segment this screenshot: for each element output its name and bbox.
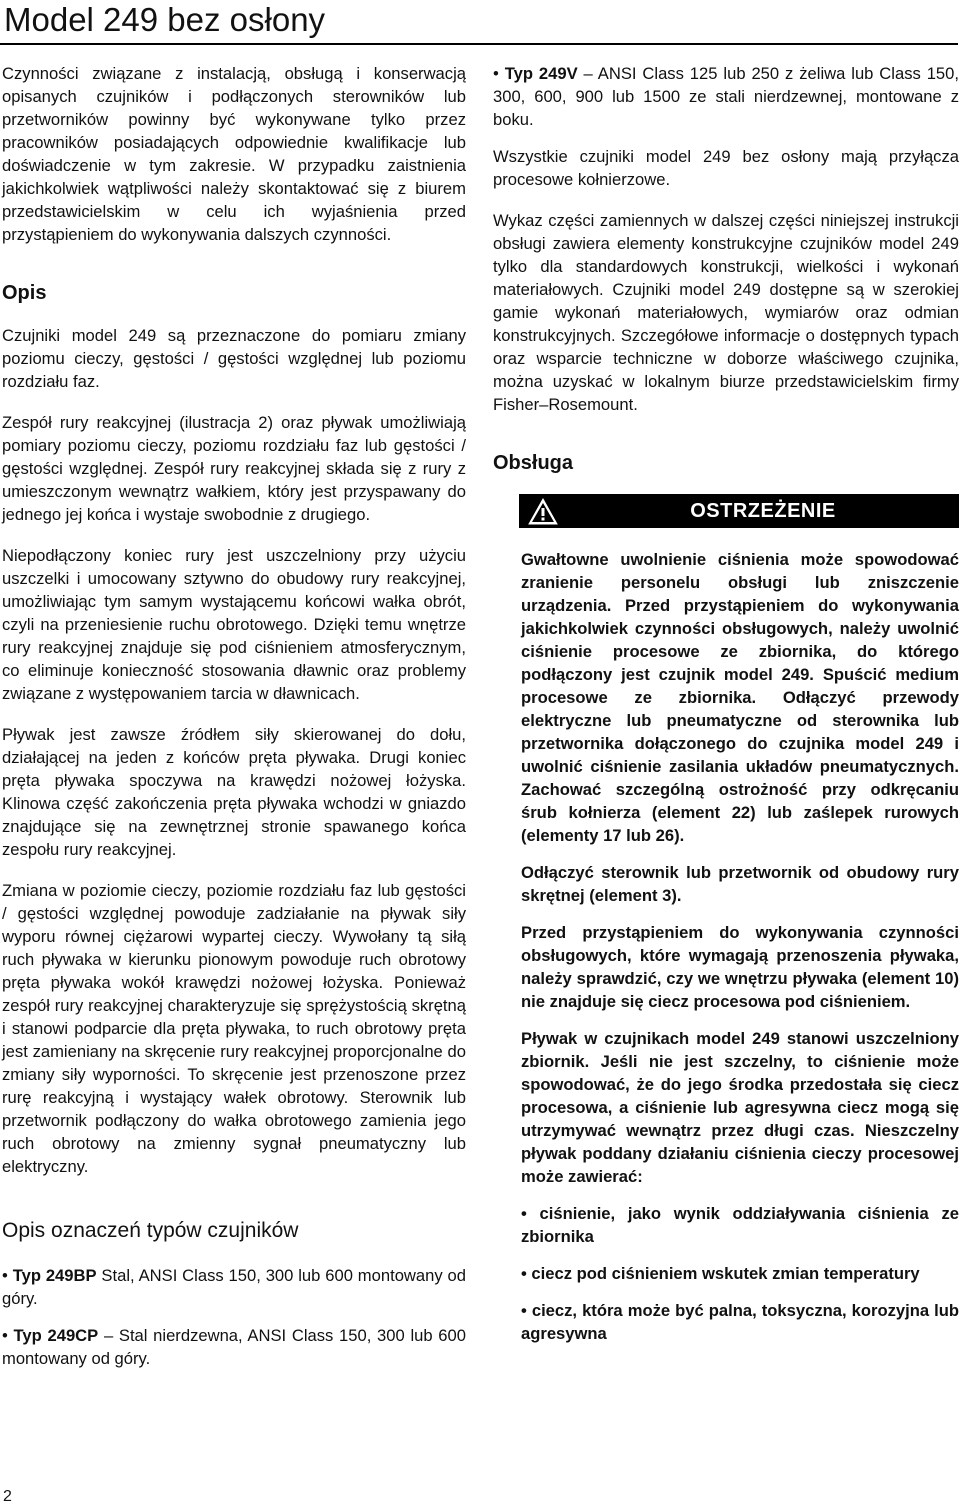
warning-label: OSTRZEŻENIE	[690, 499, 836, 522]
opis-paragraph: Zmiana w poziomie cieczy, poziomie rozdziału faz lub gęstości / gęstości względnej powoduje zadziałanie na pływak siły wyporu równej ciężarowi wypartej cieczy. Wywołany tą siłą ruch pływaka w kierunku pionowym powoduje ruch obrotowy pręta pływaka wokół krawędzi nożowej łożyska. Ponieważ zespół rury reakcyjnej charakteryzuje się sprężystością skrętną i stanowi podparcie dla pręta pływaka, to ruch obrotowy pręta jest zamieniany na skręcenie rury reakcyjnej proporcjonalne do zmiany siły wyporności. To skręcenie jest przenoszone przez rurę reakcyjną i wystający wałek obrotowy. Sterownik lub przetwornik podłączony do wałka obrotowego zamienia jego ruch obrotowy na zmienny sygnał pneumatyczny lub elektryczny.	[2, 881, 466, 1176]
title-rule	[0, 43, 958, 45]
opis-paragraph: Niepodłączony koniec rury jest uszczelniony przy użyciu uszczelki i umocowany sztywno do obudowy rury reakcyjnej, umożliwiając tym samym wystającemu końcowi wałka obrót, czyli na przeniesienie ruchu obrotowego. Dzięki temu wnętrze rury reakcyjnej znajduje się pod ciśnieniem atmosferycznym, co eliminuje konieczność stosowania dławnic oraz problemy związane z występowaniem tarcia w dławnicach.	[2, 546, 466, 703]
type-description: Stal, ANSI Class 150, 300 lub 600 montowany od góry.	[2, 1266, 466, 1308]
section-heading-opis: Opis	[2, 282, 47, 304]
right-column	[493, 62, 959, 1359]
section-heading-obsluga: Obsługa	[493, 452, 574, 474]
warning-bullet-text: ciecz, która może być palna, toksyczna, korozyjna lub agresywna	[521, 1301, 959, 1343]
type-code: Typ 249BP	[12, 1266, 97, 1285]
warning-paragraph: Gwałtowne uwolnienie ciśnienia może spowodować zranienie personelu obsługi lub zniszczenie urządzenia. Przed przystąpieniem do wykonywania jakichkolwiek czynności obsługowych, należy uwolnić ciśnienie procesowe ze zbiornika, do którego podłączony jest czujnik model 249. Spuścić medium procesowe ze zbiornika. Odłączyć przewody elektryczne lub pneumatyczne od sterownika lub przetwornika dołączonego do czujnika model 249 i uwolnić ciśnienie zasilania układów pneumatycznych. Zachować szczególną ostrożność przy odkręcaniu śrub kołnierza (element 22) lub zaślepek rurowych (elementy 17 lub 26).	[521, 550, 959, 845]
opis-paragraph: Czujniki model 249 są przeznaczone do pomiaru zmiany poziomu cieczy, gęstości / gęstości względnej lub poziomu rozdziału faz.	[2, 326, 466, 391]
type-item-249v: • Typ 249V – ANSI Class 125 lub 250 z żeliwa lub Class 150, 300, 600, 900 lub 1500 ze stali nierdzewnej, montowane z boku.	[493, 64, 959, 129]
body-paragraph: Wykaz części zamiennych w dalszej części niniejszej instrukcji obsługi zawiera elementy konstrukcyjne czujników model 249 tylko dla standardowych konstrukcji, wielkości i wykonań materiałowych. Czujniki model 249 dostępne są w szerokiej gamie wykonań materiałowych, wymiarów oraz odmian konstrukcyjnych. Szczegółowe informacje o dostępnych typach oraz wsparcie techniczne w doborze właściwego czujnika, można uzyskać w lokalnym biurze przedstawicielskim firmy Fisher–Rosemount.	[493, 211, 959, 414]
type-code: Typ 249V	[504, 64, 578, 83]
page-title: Model 249 bez osłony	[4, 1, 326, 38]
warning-bullet: • ciecz pod ciśnieniem wskutek zmian temperatury	[521, 1264, 920, 1283]
warning-triangle-icon	[519, 498, 567, 525]
warning-bullet: • ciecz, która może być palna, toksyczna, korozyjna lub agresywna	[521, 1301, 959, 1343]
opis-paragraph: Pływak jest zawsze źródłem siły skierowanej do dołu, działającej na jeden z końców pręta pływaka. Drugi koniec pręta pływaka spoczywa na krawędzi nożowej łożyska. Klinowa część zakończenia pręta pływaka wchodzi w gniazdo znajdujące się na zewnętrznej stronie spawanego końca zespołu rury reakcyjnej.	[2, 725, 466, 859]
page-number: 2	[3, 1488, 12, 1505]
type-description: – Stal nierdzewna, ANSI Class 150, 300 lub 600 montowany od góry.	[2, 1326, 466, 1368]
type-code: Typ 249CP	[13, 1326, 99, 1345]
opis-paragraph: Zespół rury reakcyjnej (ilustracja 2) oraz pływak umożliwiają pomiary poziomu cieczy, poziomu rozdziału faz lub gęstości / gęstości względnej. Zespół rury reakcyjnej składa się z rury z umieszczonym wewnątrz wałkiem, który jest przyspawany do jednego jej końca i wystaje swobodnie z drugiego.	[2, 413, 466, 524]
warning-bullet-text: ciecz pod ciśnieniem wskutek zmian temperatury	[531, 1264, 920, 1283]
type-item-249cp: • Typ 249CP – Stal nierdzewna, ANSI Class 150, 300 lub 600 montowany od góry.	[2, 1326, 466, 1368]
warning-text	[521, 548, 959, 1345]
warning-bullet-text: ciśnienie, jako wynik oddziaływania ciśnienia ze zbiornika	[521, 1204, 960, 1246]
left-column	[2, 62, 466, 1384]
warning-paragraph: Pływak w czujnikach model 249 stanowi uszczelniony zbiornik. Jeśli nie jest szczelny, to ciśnienie może spowodować, że do jego środka przedostała się ciecz procesowa, a ciśnienie lub agresywna ciecz mogą się utrzymywać wewnątrz przez długi czas. Nieszczelny pływak poddany działaniu ciśnienia cieczy procesowej może zawierać:	[521, 1029, 959, 1186]
type-description: – ANSI Class 125 lub 250 z żeliwa lub Class 150, 300, 600, 900 lub 1500 ze stali nierdzewnej, montowane z boku.	[493, 64, 959, 129]
warning-paragraph: Przed przystąpieniem do wykonywania czynności obsługowych, które wymagają przenoszenia pływaka, należy sprawdzić, czy we wnętrzu pływaka (element 10) nie znajduje się ciecz procesowa pod ciśnieniem.	[521, 923, 959, 1011]
body-paragraph: Wszystkie czujniki model 249 bez osłony mają przyłącza procesowe kołnierzowe.	[493, 147, 959, 189]
warning-paragraph: Odłączyć sterownik lub przetwornik od obudowy rury skrętnej (element 3).	[521, 863, 959, 905]
intro-paragraph: Czynności związane z instalacją, obsługą i konserwacją opisanych czujników i podłączonych sterowników lub przetworników powinny być wykonywane tylko przez pracowników posiadających odpowiednie kwalifikacje lub doświadczenie w tym zakresie. W przypadku zaistnienia jakichkolwiek wątpliwości należy skontaktować się z biurem przedstawicielskim w celu ich wyjaśnienia przed przystąpieniem do wykonywania dalszych czynności.	[2, 64, 466, 244]
warning-banner	[519, 494, 959, 528]
section-heading-types: Opis oznaczeń typów czujników	[2, 1219, 299, 1242]
type-item-249bp: • Typ 249BP Stal, ANSI Class 150, 300 lub 600 montowany od góry.	[2, 1266, 466, 1308]
warning-bullet: • ciśnienie, jako wynik oddziaływania ciśnienia ze zbiornika	[521, 1204, 960, 1246]
